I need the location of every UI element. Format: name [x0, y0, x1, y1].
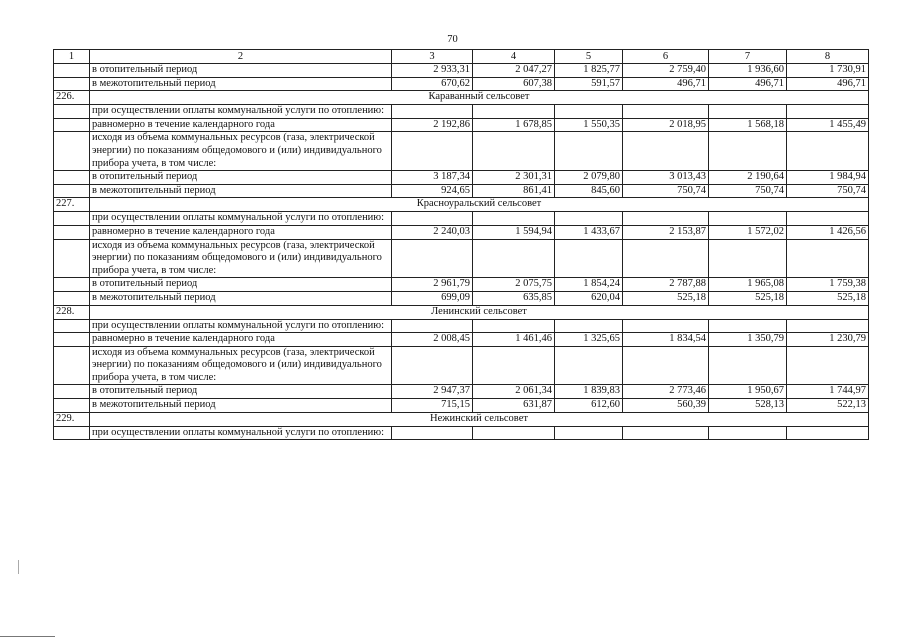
- value-cell: 525,18: [787, 291, 869, 305]
- value-cell: 750,74: [787, 184, 869, 198]
- value-cell: 670,62: [392, 77, 473, 91]
- row-label: равномерно в течение календарного года: [90, 333, 392, 347]
- value-cell: 1 839,83: [555, 385, 623, 399]
- value-cell: 2 190,64: [709, 171, 787, 185]
- value-cell: [623, 132, 709, 171]
- value-cell: 2 079,80: [555, 171, 623, 185]
- value-cell: 750,74: [623, 184, 709, 198]
- value-cell: 2 008,45: [392, 333, 473, 347]
- row-label: при осуществлении оплаты коммунальной услуги по отоплению:: [90, 105, 392, 119]
- value-cell: [709, 346, 787, 385]
- value-cell: 1 950,67: [709, 385, 787, 399]
- value-cell: 2 301,31: [473, 171, 555, 185]
- value-cell: [623, 346, 709, 385]
- value-cell: [787, 212, 869, 226]
- value-cell: 1 325,65: [555, 333, 623, 347]
- value-cell: [555, 319, 623, 333]
- value-cell: [555, 132, 623, 171]
- value-cell: [473, 239, 555, 278]
- table-row: [54, 319, 869, 333]
- value-cell: 1 568,18: [709, 118, 787, 132]
- value-cell: 525,18: [623, 291, 709, 305]
- value-cell: 1 936,60: [709, 64, 787, 78]
- value-cell: 525,18: [709, 291, 787, 305]
- value-cell: 3 013,43: [623, 171, 709, 185]
- row-number: [54, 346, 90, 385]
- table-row: [54, 225, 869, 239]
- value-cell: 861,41: [473, 184, 555, 198]
- value-cell: 591,57: [555, 77, 623, 91]
- value-cell: 1 730,91: [787, 64, 869, 78]
- row-number: [54, 319, 90, 333]
- value-cell: [787, 319, 869, 333]
- value-cell: 607,38: [473, 77, 555, 91]
- row-number: [54, 132, 90, 171]
- row-label: в межотопительный период: [90, 184, 392, 198]
- value-cell: [555, 346, 623, 385]
- row-label: равномерно в течение календарного года: [90, 118, 392, 132]
- value-cell: [623, 105, 709, 119]
- value-cell: 1 350,79: [709, 333, 787, 347]
- row-label: при осуществлении оплаты коммунальной услуги по отоплению:: [90, 319, 392, 333]
- value-cell: [392, 212, 473, 226]
- page-number: 70: [447, 34, 458, 45]
- scan-edge-line: [0, 636, 55, 637]
- row-number: [54, 399, 90, 413]
- value-cell: [473, 132, 555, 171]
- tariff-table: [53, 49, 869, 440]
- value-cell: 924,65: [392, 184, 473, 198]
- value-cell: [392, 319, 473, 333]
- value-cell: [473, 319, 555, 333]
- table-row: [54, 77, 869, 91]
- row-number: [54, 105, 90, 119]
- value-cell: 715,15: [392, 399, 473, 413]
- value-cell: 2 961,79: [392, 278, 473, 292]
- row-number: [54, 118, 90, 132]
- section-title: Нежинский сельсовет: [90, 412, 869, 426]
- header-cell: 2: [90, 50, 392, 64]
- value-cell: 1 572,02: [709, 225, 787, 239]
- row-label: в отопительный период: [90, 278, 392, 292]
- value-cell: 1 461,46: [473, 333, 555, 347]
- value-cell: 1 744,97: [787, 385, 869, 399]
- header-cell: 8: [787, 50, 869, 64]
- header-cell: 3: [392, 50, 473, 64]
- value-cell: 1 678,85: [473, 118, 555, 132]
- table-row: [54, 212, 869, 226]
- row-label: исходя из объема коммунальных ресурсов (газа, электрической энергии) по показаниям общедомового и (или) индивидуального прибора учета, в том числе:: [90, 239, 392, 278]
- row-number: [54, 77, 90, 91]
- header-cell: 7: [709, 50, 787, 64]
- section-row: [54, 305, 869, 319]
- value-cell: 635,85: [473, 291, 555, 305]
- value-cell: [473, 212, 555, 226]
- row-number: [54, 184, 90, 198]
- value-cell: [555, 426, 623, 440]
- value-cell: 2 018,95: [623, 118, 709, 132]
- row-label: в отопительный период: [90, 171, 392, 185]
- row-label: исходя из объема коммунальных ресурсов (газа, электрической энергии) по показаниям общедомового и (или) индивидуального прибора учета, в том числе:: [90, 132, 392, 171]
- value-cell: [787, 239, 869, 278]
- value-cell: [392, 239, 473, 278]
- value-cell: 1 230,79: [787, 333, 869, 347]
- value-cell: 2 192,86: [392, 118, 473, 132]
- value-cell: [787, 105, 869, 119]
- value-cell: [473, 105, 555, 119]
- value-cell: [473, 426, 555, 440]
- row-number: [54, 426, 90, 440]
- value-cell: 3 187,34: [392, 171, 473, 185]
- table-row: [54, 426, 869, 440]
- row-number: [54, 212, 90, 226]
- row-number: [54, 64, 90, 78]
- value-cell: 1 759,38: [787, 278, 869, 292]
- value-cell: [473, 346, 555, 385]
- value-cell: [392, 426, 473, 440]
- value-cell: 1 433,67: [555, 225, 623, 239]
- header-cell: 5: [555, 50, 623, 64]
- table-row: [54, 346, 869, 385]
- value-cell: 1 984,94: [787, 171, 869, 185]
- value-cell: 620,04: [555, 291, 623, 305]
- row-label: в отопительный период: [90, 385, 392, 399]
- table-row: [54, 239, 869, 278]
- value-cell: [555, 239, 623, 278]
- table-row: [54, 118, 869, 132]
- header-cell: 6: [623, 50, 709, 64]
- value-cell: 2 773,46: [623, 385, 709, 399]
- row-label: при осуществлении оплаты коммунальной услуги по отоплению:: [90, 426, 392, 440]
- row-number: [54, 333, 90, 347]
- value-cell: 522,13: [787, 399, 869, 413]
- row-number: [54, 291, 90, 305]
- scan-mark: [18, 560, 19, 574]
- value-cell: 2 240,03: [392, 225, 473, 239]
- section-number: 228.: [54, 305, 90, 319]
- value-cell: 2 061,34: [473, 385, 555, 399]
- value-cell: [787, 132, 869, 171]
- value-cell: [787, 346, 869, 385]
- table-row: [54, 399, 869, 413]
- section-number: 226.: [54, 91, 90, 105]
- table-body: [54, 64, 869, 440]
- section-row: [54, 198, 869, 212]
- value-cell: [709, 132, 787, 171]
- value-cell: [623, 212, 709, 226]
- header-cell: 4: [473, 50, 555, 64]
- section-title: Красноуральский сельсовет: [90, 198, 869, 212]
- value-cell: 1 426,56: [787, 225, 869, 239]
- row-label: исходя из объема коммунальных ресурсов (газа, электрической энергии) по показаниям общедомового и (или) индивидуального прибора учета, в том числе:: [90, 346, 392, 385]
- row-label: равномерно в течение календарного года: [90, 225, 392, 239]
- row-label: в отопительный период: [90, 64, 392, 78]
- section-row: [54, 91, 869, 105]
- value-cell: 2 759,40: [623, 64, 709, 78]
- value-cell: 1 825,77: [555, 64, 623, 78]
- value-cell: [709, 319, 787, 333]
- value-cell: 560,39: [623, 399, 709, 413]
- section-title: Караванный сельсовет: [90, 91, 869, 105]
- value-cell: 2 075,75: [473, 278, 555, 292]
- row-number: [54, 225, 90, 239]
- value-cell: [623, 426, 709, 440]
- row-number: [54, 171, 90, 185]
- value-cell: [623, 319, 709, 333]
- value-cell: 612,60: [555, 399, 623, 413]
- value-cell: 528,13: [709, 399, 787, 413]
- table-row: [54, 385, 869, 399]
- row-number: [54, 385, 90, 399]
- value-cell: [555, 105, 623, 119]
- value-cell: 1 550,35: [555, 118, 623, 132]
- value-cell: 496,71: [709, 77, 787, 91]
- row-label: при осуществлении оплаты коммунальной услуги по отоплению:: [90, 212, 392, 226]
- value-cell: 2 947,37: [392, 385, 473, 399]
- table-row: [54, 64, 869, 78]
- value-cell: 1 834,54: [623, 333, 709, 347]
- value-cell: 2 153,87: [623, 225, 709, 239]
- value-cell: [392, 132, 473, 171]
- table-row: [54, 291, 869, 305]
- section-number: 227.: [54, 198, 90, 212]
- value-cell: [709, 239, 787, 278]
- value-cell: [623, 239, 709, 278]
- value-cell: [392, 346, 473, 385]
- section-number: 229.: [54, 412, 90, 426]
- table-row: [54, 278, 869, 292]
- row-label: в межотопительный период: [90, 291, 392, 305]
- table-row: [54, 333, 869, 347]
- value-cell: [392, 105, 473, 119]
- table-row: [54, 105, 869, 119]
- value-cell: [709, 105, 787, 119]
- value-cell: [709, 212, 787, 226]
- row-number: [54, 278, 90, 292]
- value-cell: 496,71: [787, 77, 869, 91]
- value-cell: [709, 426, 787, 440]
- row-label: в межотопительный период: [90, 77, 392, 91]
- value-cell: [555, 212, 623, 226]
- table-row: [54, 184, 869, 198]
- value-cell: 631,87: [473, 399, 555, 413]
- header-row: [54, 50, 869, 64]
- value-cell: 496,71: [623, 77, 709, 91]
- value-cell: 699,09: [392, 291, 473, 305]
- value-cell: 2 933,31: [392, 64, 473, 78]
- value-cell: 845,60: [555, 184, 623, 198]
- value-cell: 1 594,94: [473, 225, 555, 239]
- table-row: [54, 132, 869, 171]
- value-cell: 750,74: [709, 184, 787, 198]
- row-label: в межотопительный период: [90, 399, 392, 413]
- value-cell: 2 047,27: [473, 64, 555, 78]
- header-cell: 1: [54, 50, 90, 64]
- value-cell: 1 854,24: [555, 278, 623, 292]
- section-row: [54, 412, 869, 426]
- value-cell: [787, 426, 869, 440]
- section-title: Ленинский сельсовет: [90, 305, 869, 319]
- value-cell: 1 965,08: [709, 278, 787, 292]
- row-number: [54, 239, 90, 278]
- table-row: [54, 171, 869, 185]
- value-cell: 2 787,88: [623, 278, 709, 292]
- value-cell: 1 455,49: [787, 118, 869, 132]
